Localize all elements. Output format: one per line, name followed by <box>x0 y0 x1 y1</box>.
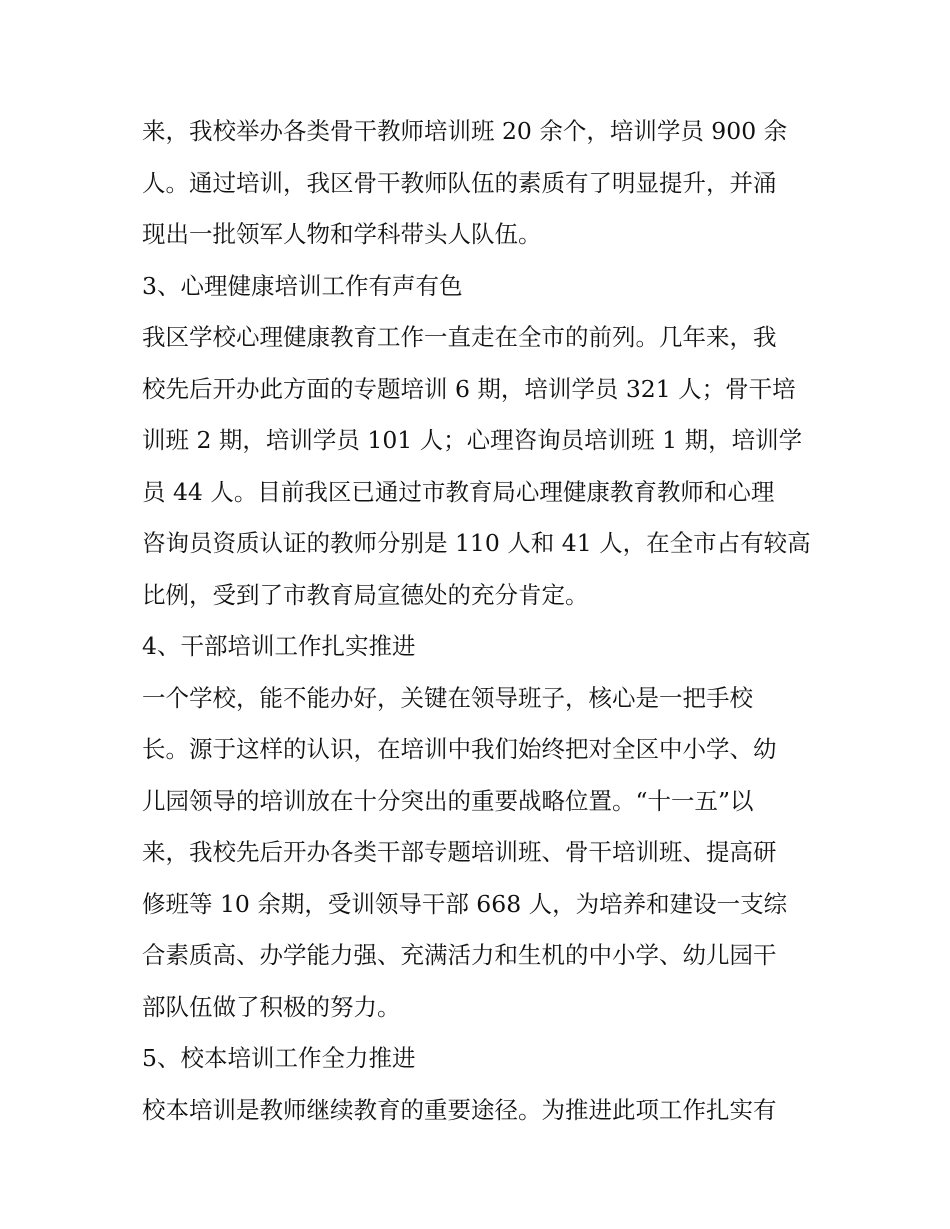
document-body <box>142 111 814 1141</box>
section-heading: 4、干部培训工作扎实推进 <box>142 632 416 660</box>
body-text-line: 部队伍做了积极的努力。 <box>142 992 401 1021</box>
body-text-line: 合素质高、办学能力强、充满活力和生机的中小学、幼儿园干 <box>142 941 777 969</box>
body-text-line: 来，我校先后开办各类干部专题培训班、骨干培训班、提高研 <box>142 838 777 866</box>
body-text-line: 来，我校举办各类骨干教师培训班 20 余个，培训学员 900 余 <box>142 117 788 145</box>
body-text-line: 一个学校，能不能办好，关键在领导班子，核心是一把手校 <box>142 683 753 712</box>
body-text-line: 人。通过培训，我区骨干教师队伍的素质有了明显提升，并涌 <box>142 168 777 197</box>
body-text-line: 修班等 10 余期，受训领导干部 668 人，为培养和建设一支综 <box>142 889 788 918</box>
section-heading: 5、校本培训工作全力推进 <box>142 1044 416 1072</box>
body-text-line: 训班 2 期，培训学员 101 人；心理咨询员培训班 1 期，培训学 <box>142 426 803 454</box>
body-text-line: 儿园领导的培训放在十分突出的重要战略位置。“十一五”以 <box>142 786 754 815</box>
body-text-line: 长。源于这样的认识，在培训中我们始终把对全区中小学、幼 <box>142 735 777 763</box>
body-text-line: 现出一批领军人物和学科带头人队伍。 <box>142 220 542 248</box>
body-text-line: 我区学校心理健康教育工作一直走在全市的前列。几年来，我 <box>142 323 777 351</box>
body-text-line: 咨询员资质认证的教师分别是 110 人和 41 人，在全市占有较高 <box>142 529 811 557</box>
section-heading: 3、心理健康培训工作有声有色 <box>142 271 463 300</box>
body-text-line: 校本培训是教师继续教育的重要途径。为推进此项工作扎实有 <box>142 1095 777 1124</box>
body-text-line: 员 44 人。目前我区已通过市教育局心理健康教育教师和心理 <box>142 477 775 506</box>
body-text-line: 比例，受到了市教育局宣德处的充分肯定。 <box>142 580 589 609</box>
body-text-line: 校先后开办此方面的专题培训 6 期，培训学员 321 人；骨干培 <box>142 374 796 403</box>
